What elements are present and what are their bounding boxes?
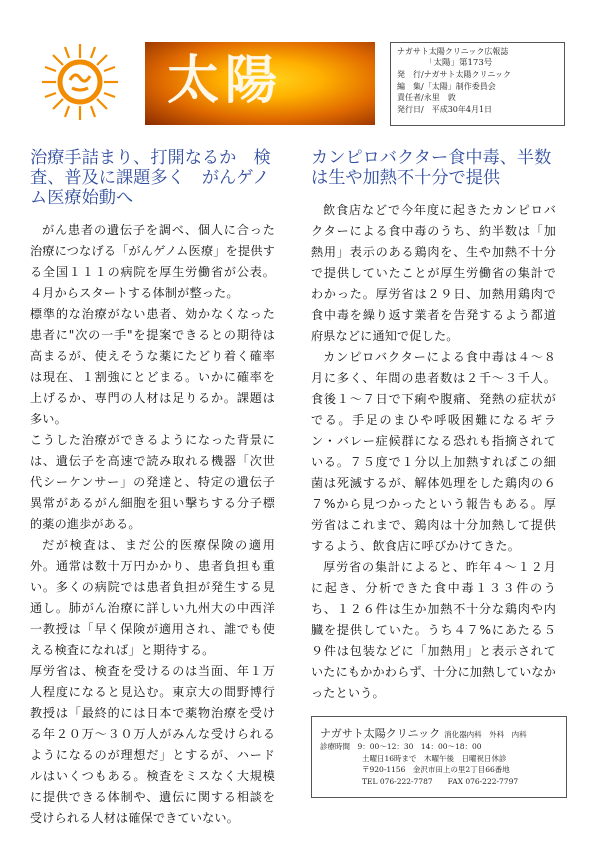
clinic-hours-row [320,741,558,753]
responsible-line: 責任者/永里 敦 [397,93,456,103]
left-article-body [30,220,275,829]
editor-line: 編 集/「太陽」制作委員会 [397,81,496,91]
clinic-hours-note: 土曜日16時まで 木曜午後 日曜祝日休診 [362,753,507,763]
clinic-info-box [311,716,567,798]
left-paragraph-5: 厚労省は、検査を受けるのは当面、年１万人程度になると見込む。東京大の間野博行教授は「最終的には日本で薬物治療を受ける年２０万～３０万人がみんな受けられるようになるのが理想だ」とするが、ハードルはいくつもある。検査をミスなく大規模に提供できる体制や、遺伝に関する相談を受けられる人材は確保できていない。 [30,664,275,825]
clinic-name: ナガサト太陽クリニック [320,727,441,740]
clinic-hours: 9：00～12：30 14：00～18：00 [357,742,482,751]
right-paragraph-3: 厚労省の集計によると、昨年４～１２月に起き、分析できた食中毒１３３件のうち、１２６件は生か加熱不十分な鶏肉や内臓を提供していた。うち４７%にあたる５９件は包装などに「加熱用」と表示されていたにもかかわらず、十分に加熱していなかったという。 [311,560,556,700]
left-article [30,148,275,829]
left-article-headline: 治療手詰まり、打開なるか 検査、普及に課題多く がんゲノム医療始動へ [30,148,271,208]
masthead-banner [145,42,375,125]
publication-info-box [390,42,565,126]
publisher-line: ナガサト太陽クリニック広報誌 [397,47,509,56]
clinic-departments: 消化器内科 外科 内科 [444,730,527,739]
left-paragraph-4: だが検査は、まだ公的医療保険の適用外。通常は数十万円かかり、患者負担も重い。多くの病院では患者負担が発生する見通し。肺がん治療に詳しい九州大の中西洋一教授は「早く保険が適用され、誰でも使える検査になれば」と期待する。 [30,538,275,657]
left-paragraph-2: 標準的な治療がない患者、効かなくなった患者に"次の一手"を提案できるとの期待は高まるが、使えそうな薬にたどり着く確率は現在、１割強にとどまる。いかに確率を上げるか、専門の人材は足りるか。課題は多い。 [30,307,275,426]
right-article-headline: カンピロバクター食中毒、半数は生や加熱不十分で提供 [311,148,552,188]
issue-number: 「太陽」第173号 [425,57,493,68]
clinic-address: 〒920-1156 金沢市田上の里2丁目66番地 [362,765,510,774]
left-paragraph-1: がん患者の遺伝子を調べ、個人に合った治療につなげる「がんゲノム医療」を提供する全国１１１の病院を厚生労働省が公表。４月からスタートする体制が整った。 [30,223,275,300]
right-article-body [311,200,556,704]
left-paragraph-3: こうした治療ができるようになった背景には、遺伝子を高速で読み取れる機器「次世代シーケンサー」の発達と、特定の遺伝子異常があるがん細胞を狙い撃ちする分子標的薬の進歩がある。 [30,433,275,531]
clinic-tel: TEL 076-222-7787 [362,776,433,786]
right-article [311,148,556,704]
right-paragraph-1: 飲食店などで今年度に起きたカンピロバクターによる食中毒のうち、約半数は「加熱用」表示のある鶏肉を、生や加熱不十分で提供していたことが厚生労働省の集計でわかった。厚労省は２９日、加熱用鶏肉で食中毒を繰り返す業者を告発するよう都道府県などに通知で促した。 [311,203,556,343]
hours-label: 診療時間 [320,742,350,751]
issue-date: 発行日/ 平成30年4月1日 [397,104,493,114]
right-paragraph-2: カンピロバクターによる食中毒は４～８月に多く、年間の患者数は２千～３千人。食後１～７日で下痢や腹痛、発熱の症状がでる。手足のまひや呼吸困難になるギラン・バレー症候群になる恐れも指摘されている。７５度で１分以上加熱すればこの細菌は死滅するが、解体処理をした鶏肉の６７%から見つかったという報告もある。厚労省はこれまで、鶏肉は十分加熱して提供するよう、飲食店に呼びかけてきた。 [311,350,556,553]
clinic-fax: FAX 076-222-7797 [447,776,519,786]
sun-logo-icon [40,42,120,122]
issuer-line: 発 行/ナガサト太陽クリニック [397,70,512,80]
clinic-header [320,722,558,741]
clinic-contact [320,776,558,788]
masthead-title: 太陽 [167,50,284,111]
